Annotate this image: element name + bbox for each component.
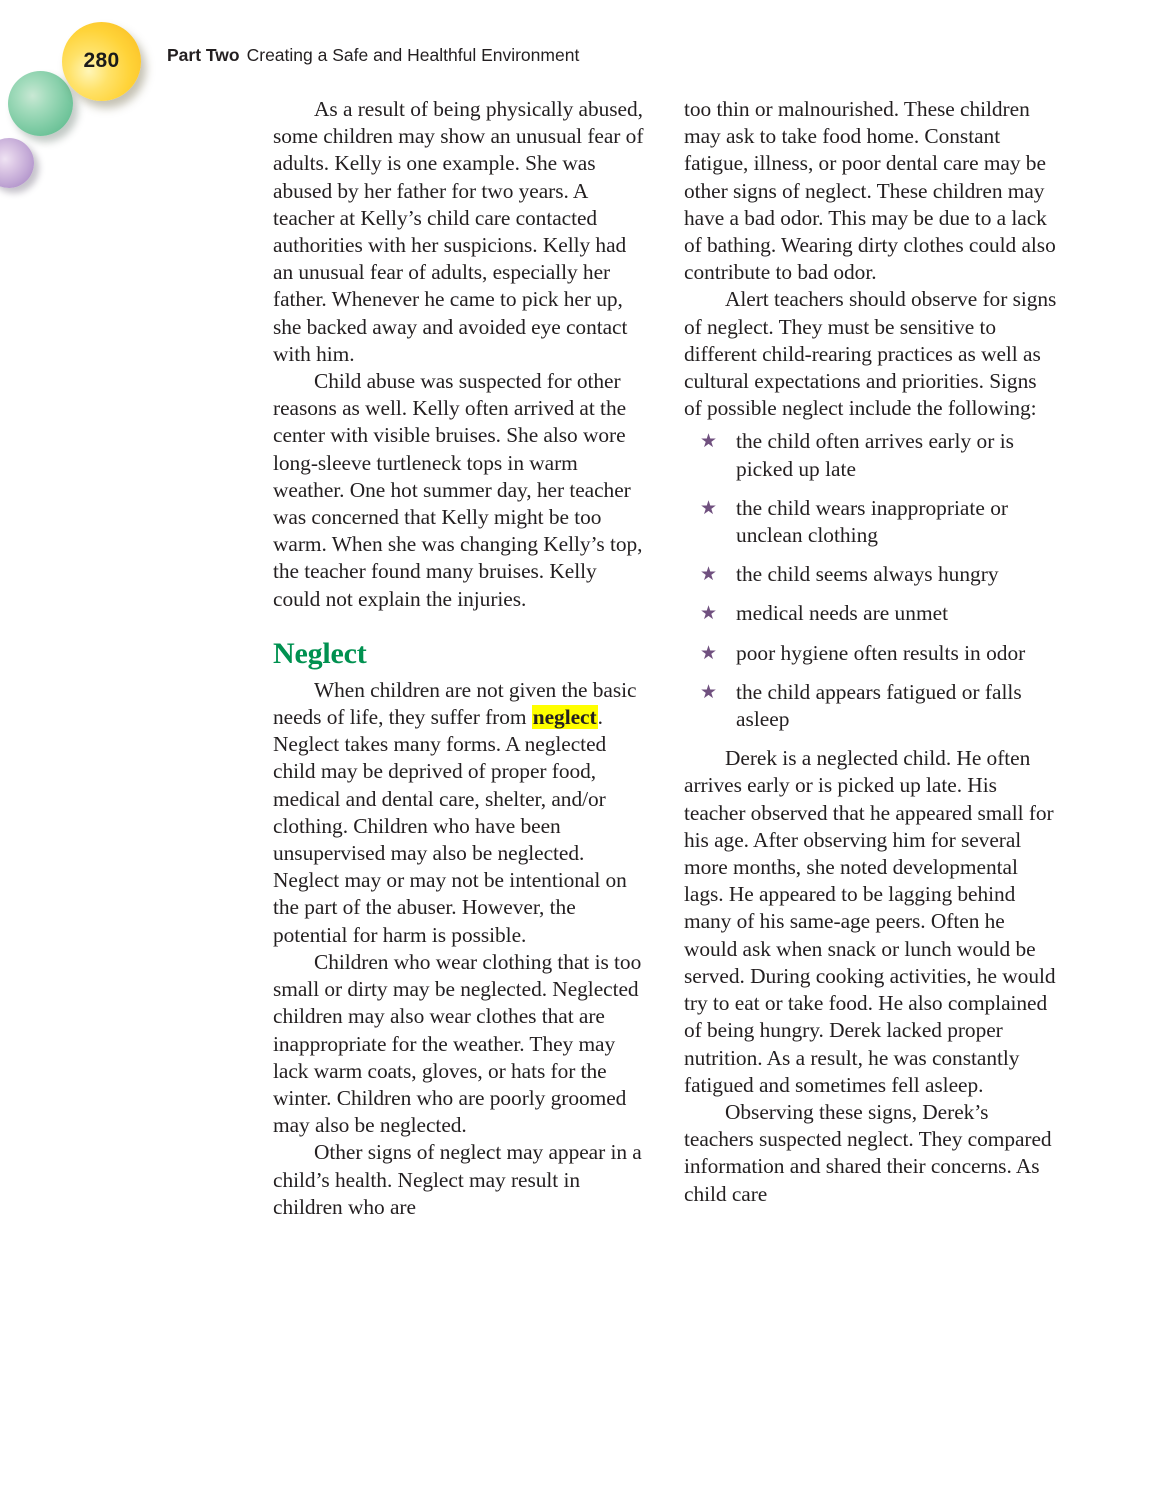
paragraph: Other signs of neglect may appear in a child’s health. Neglect may result in children who are: [273, 1140, 642, 1219]
list-item-label: the child often arrives early or is picked up late: [736, 429, 1014, 481]
star-bullet-icon: ★: [700, 497, 718, 519]
running-head-part: Part Two: [167, 45, 240, 65]
running-head: [167, 45, 579, 66]
left-column: [273, 96, 646, 1221]
list-item-label: the child appears fatigued or falls asleep: [736, 679, 1022, 732]
highlighted-key-term: neglect: [532, 705, 597, 730]
paragraph-neglect-definition: [273, 677, 646, 949]
paragraph: Observing these signs, Derek’s teachers suspected neglect. They compared information and shared their concerns. As child care: [684, 1099, 1052, 1206]
paragraph-continued: too thin or malnourished. These children may ask to take food home. Constant fatigue, illness, or poor dental care may be other signs of neglect. These children may have a bad odor. This may be due to a lack of bathing. Wearing dirty clothes could also contribute to bad odor.: [684, 97, 1056, 285]
paragraph: Derek is a neglected child. He often arrives early or is picked up late. His teacher observed that he appeared small for his age. After observing him for several more months, she noted developmental lags. He appeared to be lagging behind many of his same-age peers. Often he would ask when snack or lunch would be served. During cooking activities, he would try to eat or take food. He also complained of being hungry. Derek lacked proper nutrition. As a result, he was constantly fatigued and sometimes fell asleep.: [684, 746, 1056, 1097]
list-item: [684, 600, 1057, 627]
paragraph-text-before-term: When children are not given the basic needs of life, they suffer from: [273, 677, 637, 730]
list-item: [684, 561, 1057, 588]
paragraph: Children who wear clothing that is too small or dirty may be neglected. Neglected children may also wear clothes that are inappropriate for the weather. They may lack warm coats, gloves, or hats for the winter. Children who are poorly groomed may also be neglected.: [273, 949, 642, 1138]
decorative-sphere-purple: [0, 138, 34, 188]
running-head-title: Creating a Safe and Healthful Environment: [246, 45, 580, 65]
paragraph: As a result of being physically abused, some children may show an unusual fear of adults. Kelly is one example. She was abused by her father for two years. A teacher at Kelly’s child care contacted authorities with her suspicions. Kelly had an unusual fear of adults, especially her father. Whenever he came to pick her up, she backed away and avoided eye contact with him.: [273, 97, 644, 366]
list-item: [684, 428, 1057, 482]
star-bullet-icon: ★: [700, 603, 718, 625]
list-item-label: the child seems always hungry: [736, 562, 999, 587]
list-item: [684, 679, 1057, 733]
section-heading-neglect: Neglect: [273, 636, 367, 670]
right-column: [684, 96, 1057, 1221]
list-item: [684, 495, 1057, 549]
page-content: [273, 96, 1058, 1221]
list-item-label: medical needs are unmet: [736, 601, 949, 626]
list-item-label: poor hygiene often results in odor: [736, 640, 1026, 665]
paragraph: Alert teachers should observe for signs of neglect. They must be sensitive to different child-rearing practices as well as cultural expectations and priorities. Signs of possible neglect include the following:: [684, 287, 1057, 421]
star-bullet-icon: ★: [700, 431, 718, 453]
paragraph: Child abuse was suspected for other reasons as well. Kelly often arrived at the center with visible bruises. She also wore long-sleeve turtleneck tops in warm weather. One hot summer day, her teacher was concerned that Kelly might be too warm. When she was changing Kelly’s top, the teacher found many bruises. Kelly could not explain the injuries.: [273, 369, 643, 611]
star-bullet-icon: ★: [700, 564, 718, 586]
list-item: [684, 640, 1057, 667]
page-number: 280: [83, 48, 120, 72]
paragraph-text-after-term: . Neglect takes many forms. A neglected child may be deprived of proper food, medical and dental care, shelter, and/or clothing. Children who have been unsupervised may also be neglected. Neglect may or may not be intentional on the part of the abuser. However, the potential for harm is possible.: [273, 705, 627, 947]
list-item-label: the child wears inappropriate or unclean clothing: [736, 495, 1009, 548]
star-bullet-icon: ★: [700, 642, 718, 664]
star-bullet-icon: ★: [700, 681, 718, 703]
page-number-sphere: [62, 22, 141, 101]
neglect-signs-list: [684, 428, 1057, 733]
